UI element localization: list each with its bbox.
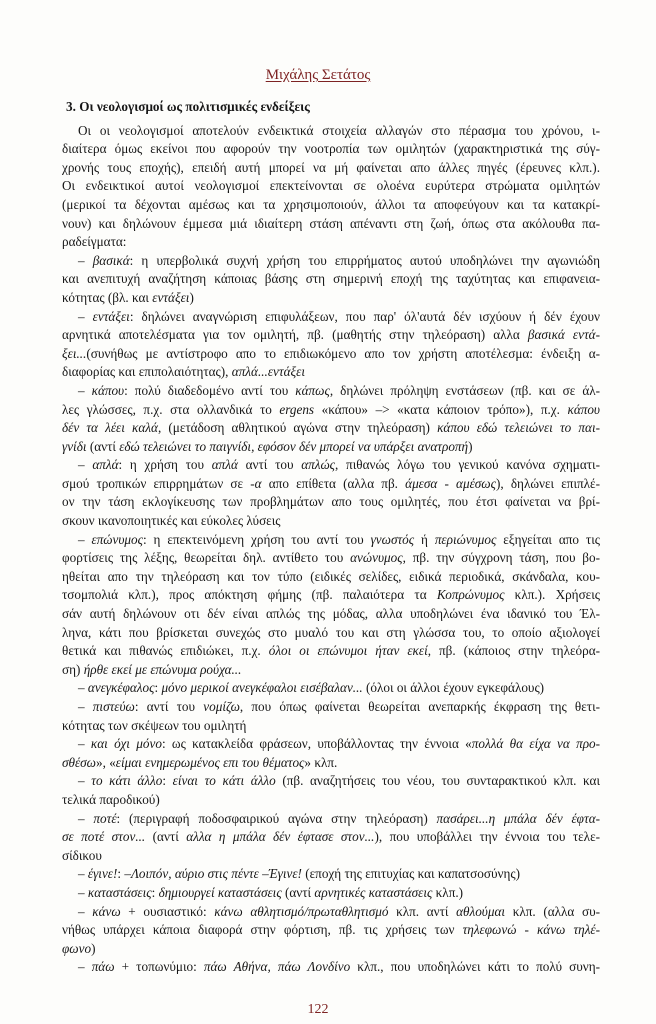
text-run: , πβ. (κάποιος στην τηλεόρα- — [427, 643, 600, 659]
text-run: κλπ.). Χρήσεις — [504, 587, 600, 603]
emphasized-term: απλά...εντάξει — [231, 364, 306, 380]
text-line — [62, 140, 600, 159]
text-line — [62, 345, 600, 364]
running-header — [0, 65, 636, 85]
emphasized-term: δημιουργεί καταστάσεις — [158, 884, 282, 900]
text-line — [62, 549, 600, 568]
emphasized-term: δέν τα λέει καλά — [62, 420, 158, 436]
text-run: ), δηλώνει επιπλέ- — [495, 475, 600, 491]
emphasized-term: είναι το κάτι άλλο — [172, 773, 276, 789]
text-line — [62, 382, 600, 401]
text-run: κλπ., που υποδηλώνει κάτι το πολύ συνη- — [350, 959, 600, 975]
text-run: φορτίσεις της λέξης, θεωρείται δηλ. αντίθετο του — [62, 550, 351, 566]
emphasized-term: κάπου — [91, 382, 125, 398]
chapter-text — [62, 98, 600, 977]
text-line — [62, 884, 600, 903]
text-line — [62, 772, 600, 791]
emphasized-term: πολλά θα είχα να προ- — [471, 736, 601, 752]
emphasized-term: γνίδι — [62, 438, 87, 454]
text-run: – — [78, 699, 93, 714]
text-run: εξηγείται απο τις — [496, 531, 601, 547]
paragraph — [62, 865, 600, 884]
paragraph — [62, 735, 600, 772]
text-run: (μερικοί τα δέχονται αμέσως και τα χρησιμοποιούν, άλλοι τα αποφεύγουν και τα κατακρί- — [62, 196, 600, 212]
text-line — [62, 605, 600, 624]
emphasized-term: νομίζω — [203, 699, 240, 714]
emphasized-term: πάω — [91, 959, 115, 975]
emphasized-term: έγινε! — [87, 866, 118, 882]
text-run: , πιθανώς λόγω του γενικού κανόνα σχηματι- — [335, 457, 600, 473]
text-line — [62, 717, 600, 736]
text-line — [62, 531, 600, 550]
text-line — [62, 308, 600, 327]
text-run: : πολύ διαδεδομένο αντί του — [124, 382, 296, 398]
emphasized-term: τηλεφωνώ - κάνω τηλέ- — [462, 922, 600, 938]
text-line — [62, 754, 600, 773]
text-line — [62, 475, 600, 494]
text-run: : αντί του — [134, 699, 204, 714]
text-run: : η επεκτεινόμενη χρήση του αντί του — [142, 531, 371, 547]
text-run: – — [78, 252, 93, 268]
emphasized-term: άμεσα - αμέσως — [405, 475, 496, 491]
emphasized-term: κάπου εδώ τελειώνει το παι- — [437, 420, 600, 436]
text-run: (συνήθως με αντίστροφο απο το επιδιωκόμενο απο τον χρήστη αποτέλεσμα: ένδειξη α- — [86, 345, 600, 361]
emphasized-term: επώνυμος — [91, 531, 143, 547]
paragraph — [62, 884, 600, 903]
emphasized-term: φωνο — [62, 940, 92, 956]
text-line — [62, 661, 600, 680]
text-run: : η υπερβολικά συχνή χρήση του επιρρήματος αυτού υποδηλώνει την αγωνιώδη — [129, 252, 600, 268]
text-run: – — [78, 866, 88, 882]
text-line — [62, 363, 600, 382]
text-run: απο επίθετα (αλλα πβ. — [261, 475, 406, 491]
emphasized-term: κάνω αθλητισμό/πρωταθλητισμό — [214, 903, 389, 919]
emphasized-term: γνωστός — [370, 531, 415, 547]
emphasized-term: εδώ τελειώνει το παιγνίδι, εφόσον δέν μπορεί να υπάρξει ανατροπή — [119, 438, 469, 454]
paragraph — [62, 456, 600, 530]
text-line — [62, 679, 600, 698]
text-run: ) — [468, 438, 473, 454]
text-run: αντί του — [237, 457, 302, 473]
text-run: ληνα, κάτι που βρίσκεται συνεχώς στο μυαλό του και στη γλώσσα του, το οποίο αξιολογεί — [62, 624, 600, 640]
text-line — [62, 177, 600, 196]
paragraph — [62, 679, 600, 698]
text-run: κότητας των σκέψεων του ομιλητή — [62, 717, 247, 733]
text-run: κλπ. (αλλα συ- — [505, 903, 600, 919]
emphasized-term: απλώς — [301, 457, 336, 473]
text-run: ), που υποβάλλει την έννοια του τελε- — [374, 829, 600, 845]
text-line — [62, 159, 600, 178]
text-run: – — [78, 308, 93, 324]
text-line — [62, 921, 600, 940]
text-run: κότητας (βλ. και — [62, 289, 153, 305]
text-run: σάν αυτή δηλώνουν οτι δέν είναι απλώς της μόδας, αλλα υποδηλώνει ένα ιδανικό του Έλ- — [62, 606, 600, 622]
text-run: ) — [91, 940, 96, 956]
text-line — [62, 698, 600, 717]
text-run: «κάπου» –> «κατα κάποιον τρόπο»), π.χ. — [314, 401, 568, 417]
text-line — [62, 828, 600, 847]
text-run: τελικά παροδικού) — [62, 791, 160, 807]
emphasized-term: περιώνυμος — [434, 531, 497, 547]
emphasized-term: όλοι οι επώνυμοι ήταν εκεί — [268, 643, 428, 659]
text-line — [62, 810, 600, 829]
text-run: ή — [414, 531, 435, 547]
text-run: λες γλώσσες, π.χ. στα ολλανδικά το — [62, 401, 280, 417]
emphasized-term: πάω Αθήνα, πάω Λονδίνο — [203, 959, 351, 975]
text-run: – — [78, 382, 92, 398]
text-line — [62, 122, 600, 141]
text-run: θετικά και πιθανώς επιδιώκει, π.χ. — [62, 643, 269, 659]
emphasized-term: και όχι μόνο — [90, 736, 162, 752]
text-line — [62, 493, 600, 512]
text-run: αρνητικά αποτελέσματα για τον ομιλητή, πβ. (μαθητής στην τηλεόραση) αλλα — [62, 327, 528, 343]
text-run: σκουν ικανοποιητικές και εύκολες λύσεις — [62, 513, 281, 529]
text-run: ηθείται απο την τηλεόραση και τον τύπο (ειδικές σελίδες, ειδικά περιοδικά, σκάνδαλα, κου- — [62, 568, 600, 584]
emphasized-term: ergens — [279, 401, 315, 417]
emphasized-term: εντάξει — [92, 308, 130, 324]
text-run: + ουσιαστικό: — [120, 903, 215, 919]
text-run: κλπ.) — [432, 884, 464, 900]
text-run: και ανεπιτυχή αναζήτηση κάποιας βάσης στη σημερινή εποχή της ταχύτητας και επιφανεια- — [62, 271, 600, 287]
emphasized-term: αρνητικές καταστάσεις — [314, 884, 433, 900]
text-run: σμού τροπικών επιρρημάτων σε — [62, 475, 251, 491]
text-line — [62, 903, 600, 922]
text-run: : η χρήση του — [118, 457, 212, 473]
emphasized-term: αθλούμαι — [456, 903, 506, 919]
text-run: (πβ. αναζητήσεις του νέου, του συνταρακτικού κλπ. και — [275, 773, 601, 789]
text-line — [62, 586, 600, 605]
text-run: νήθως υπάρχει κάποια διαφορά στην φόρτιση, πβ. τις χρήσεις των — [62, 922, 463, 938]
page-number-footer — [0, 1001, 636, 1019]
text-line — [62, 512, 600, 531]
text-line — [62, 289, 600, 308]
paragraph — [62, 810, 600, 866]
emphasized-term: σε ποτέ στον... — [62, 829, 146, 845]
text-run: – — [78, 884, 88, 900]
text-run: – — [78, 959, 92, 975]
text-line — [62, 735, 600, 754]
text-run: : δηλώνει αναγνώριση επιφυλάξεων, που παρ' όλ'αυτά δέν ισχύουν ή δέν έχουν — [129, 308, 601, 324]
text-line — [62, 624, 600, 643]
text-line — [62, 270, 600, 289]
text-run: Οι οι νεολογισμοί αποτελούν ενδεικτικά στοιχεία αλλαγών στο πέρασμα του χρόνου, ι- — [78, 122, 600, 138]
section-heading: 3. Οι νεολογισμοί ως πολιτισμικές ενδείξεις — [66, 99, 310, 114]
author-name: Μιχάλης Σετάτος — [265, 67, 371, 83]
paragraph — [62, 252, 600, 308]
paragraph — [62, 382, 600, 456]
text-run: χρονής τους εποχής), επειδή αυτή μπορεί να μή φαίνεται απο άλλες πηγές (έρευνες κλπ.). — [62, 159, 600, 175]
text-run: (όλοι οι άλλοι έχουν εγκεφάλους) — [362, 680, 545, 696]
text-run: (αντί — [86, 438, 120, 454]
text-run: – — [78, 457, 93, 473]
text-run: : — [151, 884, 159, 900]
emphasized-term: βασικά — [92, 252, 130, 268]
emphasized-term: το κάτι άλλο — [91, 773, 163, 789]
text-run: κλπ. αντί — [388, 903, 457, 919]
emphasized-term: -α — [250, 475, 262, 491]
text-run: (αντί — [281, 884, 315, 900]
text-run: ραδείγματα: — [62, 234, 127, 250]
text-run: ση) — [62, 661, 84, 677]
text-run: τσομπολιά κλπ.), προς απόκτηση φήμης (πβ. παλαιότερα τα — [62, 587, 437, 603]
text-run: διαφορίας και επιπολαιότητας), — [62, 364, 232, 380]
text-run: – — [78, 736, 91, 752]
emphasized-term: –Λοιπόν, αύριο στις πέντε –Έγινε! — [124, 866, 302, 882]
text-run: , που όπως φαίνεται θεωρείται ανεπαρκής έκφραση της θετι- — [239, 699, 601, 714]
text-run: νουν) και δηλώνουν έμμεσα μιά ιδιαίτερη στάση απέναντι στη ζωή, όπως στα ακόλουθα πα- — [62, 215, 600, 231]
emphasized-term: αλλα η μπάλα δέν έφτασε στον... — [186, 829, 375, 845]
text-line — [62, 568, 600, 587]
emphasized-term: εντάξει — [152, 289, 190, 305]
emphasized-term: απλά — [211, 457, 238, 473]
text-run: – — [78, 903, 93, 919]
emphasized-term: μόνο μερικοί ανεγκέφαλοι εισέβαλαν... — [161, 680, 363, 696]
text-run: διαίτερα όμως εκείνοι που αφορούν την νοοτροπία των ομιλητών (χαρακτηριστικά της σύγ- — [62, 141, 600, 157]
paragraph — [62, 531, 600, 680]
emphasized-term: ποτέ — [93, 810, 117, 826]
paragraph — [62, 698, 600, 735]
text-run: : — [117, 866, 125, 882]
text-run: σίδικου — [62, 847, 102, 863]
text-run: Οι ενδεικτικοί αυτοί νεολογισμοί επεκτείνονται σε ολοένα ευρύτερα στρώματα ομιλητών — [62, 178, 600, 194]
text-line — [62, 419, 600, 438]
emphasized-term: ήρθε εκεί με επώνυμα ρούχα... — [83, 661, 242, 677]
text-run: – — [78, 810, 94, 826]
text-line — [62, 791, 600, 810]
text-line — [62, 642, 600, 661]
text-line — [62, 196, 600, 215]
text-line — [62, 215, 600, 234]
text-run: – — [78, 773, 92, 789]
text-line — [62, 401, 600, 420]
emphasized-term: σθέσω — [62, 754, 96, 770]
paragraph — [62, 122, 600, 252]
emphasized-term: είμαι ενημερωμένος επι του θέματος — [115, 754, 305, 770]
emphasized-term: πιστεύω — [92, 699, 135, 714]
emphasized-term: κάνω — [92, 903, 121, 919]
text-line — [62, 326, 600, 345]
text-run: », « — [96, 754, 116, 770]
page-number: 122 — [307, 1002, 329, 1017]
emphasized-term: ανεγκέφαλος — [87, 680, 155, 696]
emphasized-term: βασικά εντά- — [527, 327, 600, 343]
paragraph — [62, 772, 600, 809]
emphasized-term: κάπως — [295, 382, 330, 398]
emphasized-term: καταστάσεις — [87, 884, 152, 900]
text-run: ον την τάση εκλογίκευσης των προβλημάτων απο τους ομιλητές, που έτσι φαίνεται να βρί- — [62, 494, 600, 510]
text-run: – — [78, 680, 88, 696]
text-run: : — [154, 680, 162, 696]
text-run: » κλπ. — [304, 754, 338, 770]
text-run: + τοπωνύμιο: — [114, 959, 204, 975]
text-run: : — [162, 773, 173, 789]
emphasized-term: ανώνυμος — [350, 550, 403, 566]
text-run: : ως κατακλείδα φράσεων, υποβάλλοντας την έννοια « — [161, 736, 472, 752]
text-line — [62, 233, 600, 252]
text-run: , δηλώνει πρόληψη ενστάσεων (πβ. και σε άλ- — [329, 382, 601, 398]
text-line — [62, 847, 600, 866]
text-line — [62, 940, 600, 959]
text-line — [62, 252, 600, 271]
text-line — [62, 958, 600, 977]
text-line — [62, 865, 600, 884]
text-line — [62, 456, 600, 475]
emphasized-term: Κοπρώνυμος — [436, 587, 505, 603]
paragraph — [62, 903, 600, 959]
emphasized-term: απλά — [92, 457, 119, 473]
text-run: (εποχή της επιτυχίας και καπατσοσύνης) — [301, 866, 520, 882]
emphasized-term: κάπου — [567, 401, 600, 417]
text-run: (αντί — [145, 829, 187, 845]
emphasized-term: ξει... — [62, 345, 87, 361]
text-run: : (περιγραφή ποδοσφαιρικού αγώνα στην τηλεόραση) — [116, 810, 437, 826]
text-run: , πβ. την σύγχρονη τάση, που βο- — [402, 550, 600, 566]
text-run: – — [78, 531, 92, 547]
emphasized-term: πασάρει...η μπάλα δέν έφτα- — [436, 810, 601, 826]
text-run: , (μετάδοση αθλητικού αγώνα στην τηλεόραση) — [157, 420, 438, 436]
text-run: ) — [189, 289, 194, 305]
text-line — [62, 438, 600, 457]
paragraph — [62, 308, 600, 382]
paragraph-list — [62, 122, 600, 977]
paragraph — [62, 958, 600, 977]
